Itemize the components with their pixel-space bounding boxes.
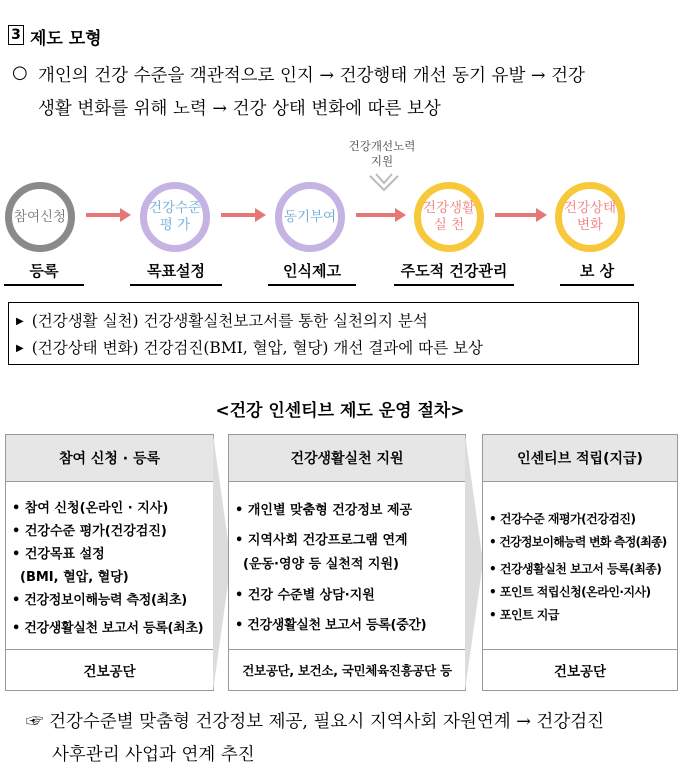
stage-label-reward: 보 상 — [560, 258, 634, 286]
column-header: 건강생활실천 지원 — [229, 435, 465, 482]
column-sub-item: (운동·영양 등 실천적 지원) — [243, 557, 399, 572]
section-title: 제도 모형 — [30, 29, 102, 49]
info-line-1 — [16, 309, 428, 331]
pointing-hand-icon: ☞ — [26, 712, 44, 732]
column-item: • 포인트 지급 — [489, 608, 559, 622]
stage-label-goal: 목표설정 — [130, 258, 222, 286]
circle-text-2: 실 천 — [433, 217, 465, 233]
triangle-bullet-icon: ▶ — [16, 343, 24, 354]
process-title: <건강 인센티브 제도 운영 절차> — [215, 401, 465, 421]
process-column-support — [228, 434, 466, 691]
circle-text-2: 변화 — [576, 217, 604, 233]
note-line-1 — [26, 708, 604, 733]
column-item: • 포인트 적립신청(온라인·지사) — [489, 585, 651, 599]
stage-label-awareness: 인식제고 — [268, 258, 356, 286]
support-annotation — [330, 139, 434, 169]
column-item: • 건강정보이해능력 변화 측정(최종) — [489, 535, 667, 549]
column-item: • 건강수준 재평가(건강검진) — [489, 512, 636, 526]
circle-text: 건강상태 — [563, 200, 617, 216]
stage-label-register: 등록 — [4, 258, 84, 286]
circle-text: 참여신청 — [13, 208, 67, 225]
column-footer: 건보공단 — [6, 649, 213, 690]
note-text-1: 건강수준별 맞춤형 건강정보 제공, 필요시 지역사회 자원연계 → 건강검진 — [49, 712, 605, 732]
down-chevrons-icon — [366, 172, 402, 194]
column-item: • 지역사회 건강프로그램 연계 — [235, 533, 408, 548]
triangle-bullet-icon: ▶ — [16, 316, 24, 327]
column-sub-item: (BMI, 혈압, 혈당) — [20, 570, 129, 585]
column-item: • 건강생활실천 보고서 등록(중간) — [235, 618, 427, 633]
intro-line-2: 생활 변화를 위해 노력 → 건강 상태 변화에 따른 보상 — [38, 99, 441, 119]
support-line-2: 지원 — [370, 154, 394, 168]
column-item: • 건강생활실천 보고서 등록(최초) — [12, 621, 204, 636]
circle-text: 동기부여 — [283, 208, 337, 225]
column-footer: 건보공단 — [483, 649, 677, 690]
column-item: • 건강 수준별 상담·지원 — [235, 588, 375, 603]
column-footer: 건보공단, 보건소, 국민체육진흥공단 등 — [229, 649, 465, 690]
column-header: 인센티브 적립(지급) — [483, 435, 677, 482]
column-item: • 건강수준 평가(건강검진) — [12, 524, 167, 539]
intro-line-1: 개인의 건강 수준을 객관적으로 인지 → 건강행태 개선 동기 유발 → 건강 — [38, 66, 585, 86]
stage-label-self-management: 주도적 건강관리 — [394, 258, 514, 286]
stage-circle-reward — [555, 182, 625, 252]
column-item: • 개인별 맞춤형 건강정보 제공 — [235, 503, 413, 518]
column-item: • 건강생활실천 보고서 등록(최종) — [489, 562, 662, 576]
circle-text: 건강수준 — [148, 200, 202, 216]
circle-text: 건강생활 — [422, 200, 476, 216]
info-text-1: (건강생활 실천) 건강생활실천보고서를 통한 실천의지 분석 — [31, 312, 428, 330]
column-header: 참여 신청 · 등록 — [6, 435, 213, 482]
info-text-2: (건강상태 변화) 건강검진(BMI, 혈압, 혈당) 개선 결과에 따른 보상 — [31, 339, 483, 357]
stage-circle-assessment — [140, 182, 210, 252]
stage-circle-motivation — [275, 182, 345, 252]
column-item: • 건강목표 설정 — [12, 547, 105, 562]
section-number: 3 — [8, 25, 24, 45]
circle-text-2: 평 가 — [159, 217, 191, 233]
process-column-incentive — [482, 434, 678, 691]
support-line-1: 건강개선노력 — [348, 139, 416, 153]
column-item: • 건강정보이해능력 측정(최초) — [12, 593, 187, 608]
stage-circle-practice — [414, 182, 484, 252]
stage-circle-register — [5, 182, 75, 252]
column-item: • 참여 신청(온라인 · 지사) — [12, 501, 169, 516]
info-line-2 — [16, 336, 483, 358]
circle-bullet-icon: ○ — [12, 62, 28, 83]
note-line-2: 사후관리 사업과 연계 추진 — [52, 745, 255, 765]
process-column-registration — [5, 434, 214, 691]
